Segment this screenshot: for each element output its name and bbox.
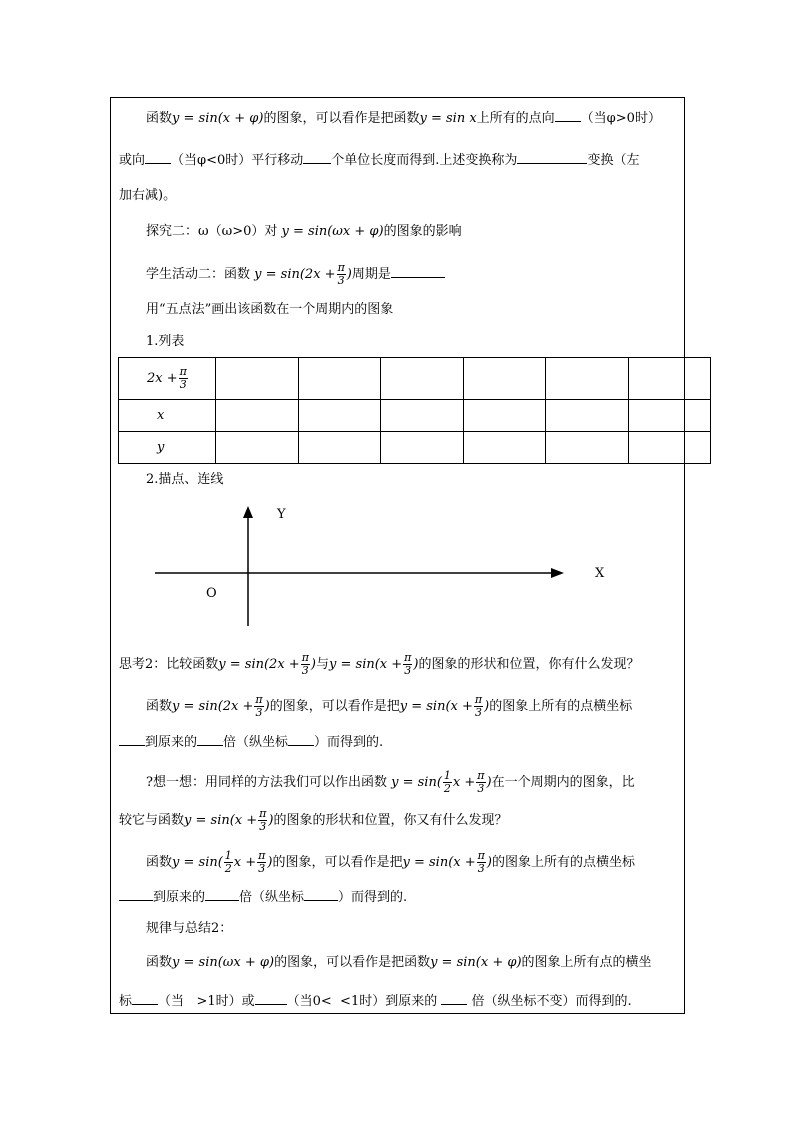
table-cell[interactable] xyxy=(628,400,711,432)
blank[interactable] xyxy=(555,109,581,122)
step-2-label: 2.描点、连线 xyxy=(146,472,224,487)
rule-2-line-1: 函数y = sin(ωx + φ)的图象，可以看作是把函数y = sin(x + φ)的图象上所有点的横坐 xyxy=(146,955,652,970)
table-cell[interactable] xyxy=(216,400,299,432)
table-cell[interactable] xyxy=(463,432,546,464)
table-header-cell: 2x + $\frac{\pi}{3}$ xyxy=(119,358,216,400)
para-phase-shift-2: 或向 （当φ<0时）平行移动 个单位长度而得到.上述变换称为 变换（左 xyxy=(119,153,640,168)
blank[interactable] xyxy=(517,151,587,164)
table-cell[interactable] xyxy=(216,432,299,464)
y-axis-arrow-icon xyxy=(243,506,253,518)
table-cell[interactable] xyxy=(463,358,546,400)
table-row xyxy=(119,400,711,432)
blank[interactable] xyxy=(205,888,239,901)
try-it-question-2: 较它与函数y = sin(x + $\frac{\pi}{3}$ )的图象的形状和位置，你又有什么发现？ xyxy=(119,807,508,833)
five-point-instruction: 用“五点法”画出该函数在一个周期内的图象 xyxy=(146,302,394,317)
table-cell[interactable] xyxy=(381,400,464,432)
table-row xyxy=(119,358,711,400)
para-phase-shift-3: 加右减)。 xyxy=(119,188,177,203)
rule-2-title: 规律与总结2： xyxy=(146,921,233,936)
blank[interactable] xyxy=(288,733,314,746)
origin-label: O xyxy=(206,586,217,601)
try-it-answer-2: 到原来的 倍（纵坐标 ）而得到的. xyxy=(119,888,407,906)
value-table xyxy=(118,357,711,464)
explore-2-heading: 探究二：ω（ω>0）对 y = sin(ωx + φ)的图象的影响 xyxy=(146,224,462,239)
blank[interactable] xyxy=(255,992,287,1005)
blank[interactable] xyxy=(303,151,331,164)
table-cell[interactable] xyxy=(628,358,711,400)
table-cell[interactable] xyxy=(463,400,546,432)
table-cell[interactable] xyxy=(298,358,381,400)
table-cell[interactable] xyxy=(628,432,711,464)
table-cell[interactable] xyxy=(546,432,629,464)
blank[interactable] xyxy=(119,888,153,901)
x-axis-label: X xyxy=(595,566,605,581)
table-cell[interactable] xyxy=(546,358,629,400)
blank[interactable] xyxy=(145,151,171,164)
table-cell[interactable] xyxy=(381,432,464,464)
table-cell[interactable] xyxy=(546,400,629,432)
blank[interactable] xyxy=(119,733,145,746)
table-header-cell: x xyxy=(119,400,216,432)
blank[interactable] xyxy=(132,992,158,1005)
step-1-label: 1.列表 xyxy=(146,334,185,349)
blank[interactable] xyxy=(197,733,223,746)
blank[interactable] xyxy=(304,888,338,901)
para-phase-shift-1: 函数y = sin(x + φ)的图象，可以看作是把函数y = sin x上所有的点向 （当φ>0时） xyxy=(146,111,661,126)
table-cell[interactable] xyxy=(298,432,381,464)
table-cell[interactable] xyxy=(216,358,299,400)
y-axis-label: Y xyxy=(277,507,286,522)
table-header-cell: y xyxy=(119,432,216,464)
x-axis-arrow-icon xyxy=(551,568,564,578)
blank[interactable] xyxy=(441,992,467,1005)
table-row xyxy=(119,432,711,464)
table-cell[interactable] xyxy=(298,400,381,432)
rule-2-line-2: 标 （当 >1时）或 （当0< <1时）到原来的 倍（纵坐标不变）而得到的. xyxy=(119,994,632,1009)
activity-2: 学生活动二：函数 y = sin(2x + $\frac{\pi}{3}$ )周期是 xyxy=(146,262,445,287)
think-2-answer-2: 到原来的 倍（纵坐标 ）而得到的. xyxy=(119,733,383,751)
think-2-answer-1: 函数y = sin(2x + $\frac{\pi}{3}$ )的图象，可以看作是把y = sin(x + $\frac{\pi}{3}$ )的图象上所有的点横坐标 xyxy=(146,693,633,719)
try-it-question-1: ?想一想：用同样的方法我们可以作出函数 y = sin( $\frac{1}{2}$ x + $\frac{\pi}{3}$ )在一个周期内的图象，比 xyxy=(146,769,635,795)
think-2-question: 思考2：比较函数y = sin(2x + $\frac{\pi}{3}$ )与y = sin(x + $\frac{\pi}{3}$ )的图象的形状和位置，你有什么发现？ xyxy=(119,651,640,677)
try-it-answer-1: 函数y = sin( $\frac{1}{2}$ x + $\frac{\pi}{3}$ )的图象，可以看作是把y = sin(x + $\frac{\pi}{3}$ )的图象上所有的点横坐标 xyxy=(146,849,635,875)
coordinate-axes xyxy=(150,500,630,630)
table-cell[interactable] xyxy=(381,358,464,400)
blank[interactable] xyxy=(391,265,445,278)
